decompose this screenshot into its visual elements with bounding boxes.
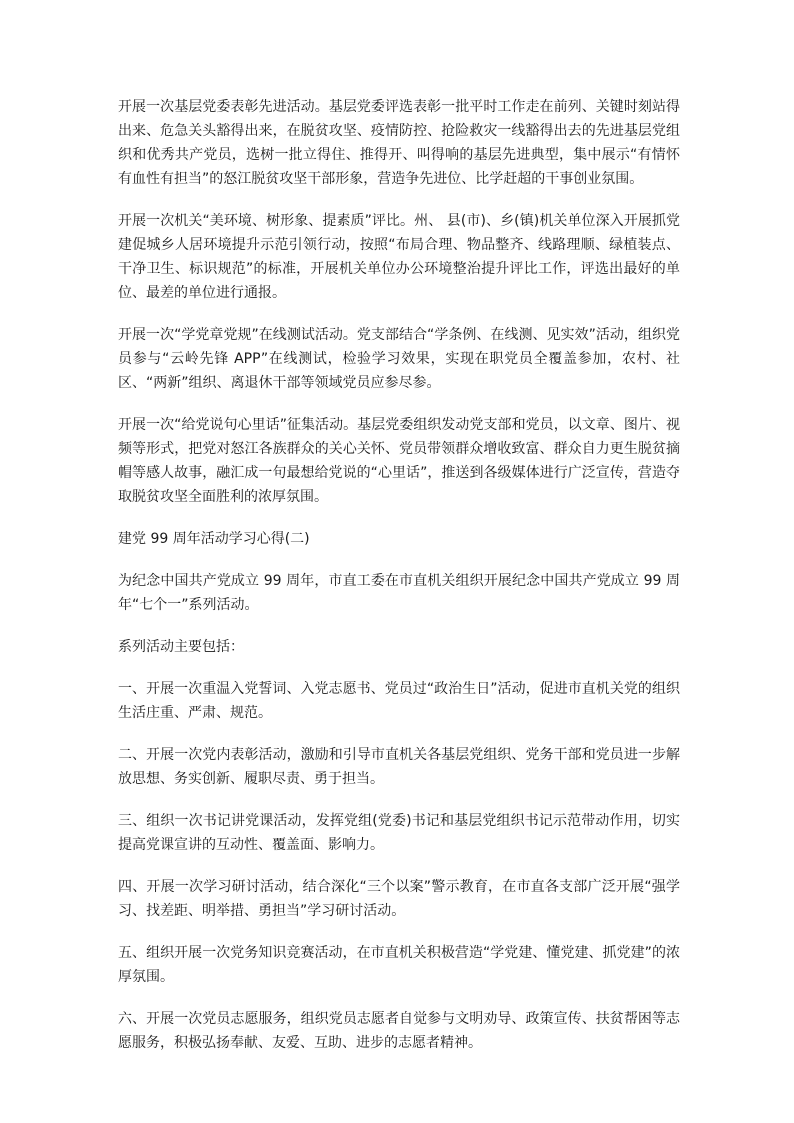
list-item-2: 二、开展一次党内表彰活动，激励和引导市直机关各基层党组织、党务干部和党员进一步解放思想、务实创新、履职尽责、勇于担当。 bbox=[118, 747, 680, 787]
list-item-1: 一、开展一次重温入党誓词、入党志愿书、党员过“政治生日”活动，促进市直机关党的组织生活庄重、严肃、规范。 bbox=[118, 681, 680, 721]
paragraph-environment-review: 开展一次机关“美环境、树形象、提素质”评比。州、 县(市)、乡(镇)机关单位深入开展抓党建促城乡人居环境提升示范引领行动，按照“布局合理、物品整齐、线路理顺、绿植装点、干净卫生、标识规范”的标准，开展机关单位办公环境整治提升评比工作，评选出最好的单位、最差的单位进行通报。 bbox=[118, 213, 680, 301]
list-item-4: 四、开展一次学习研讨活动，结合深化“三个以案”警示教育，在市直各支部广泛开展“强学习、找差距、明举措、勇担当”学习研讨活动。 bbox=[118, 879, 680, 919]
list-item-3: 三、组织一次书记讲党课活动，发挥党组(党委)书记和基层党组织书记示范带动作用，切实提高党课宣讲的互动性、覆盖面、影响力。 bbox=[118, 813, 680, 853]
paragraph-intro: 为纪念中国共产党成立 99 周年，市直工委在市直机关组织开展纪念中国共产党成立 99 周年“七个一”系列活动。 bbox=[118, 573, 680, 613]
paragraph-online-test: 开展一次“学党章党规”在线测试活动。党支部结合“学条例、在线测、见实效”活动，组织党员参与“云岭先锋 APP”在线测试，检验学习效果，实现在职党员全覆盖参加，农村、社区、“两新”组织、离退休干部等领域党员应参尽参。 bbox=[118, 327, 680, 391]
document-page bbox=[118, 95, 680, 1073]
section-heading: 建党 99 周年活动学习心得(二) bbox=[118, 531, 310, 547]
list-item-6: 六、开展一次党员志愿服务，组织党员志愿者自觉参与文明劝导、政策宣传、扶贫帮困等志愿服务，积极弘扬奉献、友爱、互助、进步的志愿者精神。 bbox=[118, 1011, 680, 1051]
paragraph-series-intro: 系列活动主要包括： bbox=[118, 639, 244, 655]
list-item-5: 五、组织开展一次党务知识竞赛活动，在市直机关积极营造“学党建、懂党建、抓党建”的浓厚氛围。 bbox=[118, 945, 680, 985]
paragraph-commendation: 开展一次基层党委表彰先进活动。基层党委评选表彰一批平时工作走在前列、关键时刻站得出来、危急关头豁得出来，在脱贫攻坚、疫情防控、抢险救灾一线豁得出去的先进基层党组织和优秀共产党员，选树一批立得住、推得开、叫得响的基层先进典型，集中展示“有情怀有血性有担当”的怒江脱贫攻坚干部形象，营造争先进位、比学赶超的干事创业氛围。 bbox=[118, 99, 680, 187]
paragraph-heart-words: 开展一次“给党说句心里话”征集活动。基层党委组织发动党支部和党员，以文章、图片、视频等形式，把党对怒江各族群众的关心关怀、党员带领群众增收致富、群众自力更生脱贫摘帽等感人故事，融汇成一句最想给党说的“心里话”，推送到各级媒体进行广泛宣传，营造夺取脱贫攻坚全面胜利的浓厚氛围。 bbox=[118, 417, 680, 505]
